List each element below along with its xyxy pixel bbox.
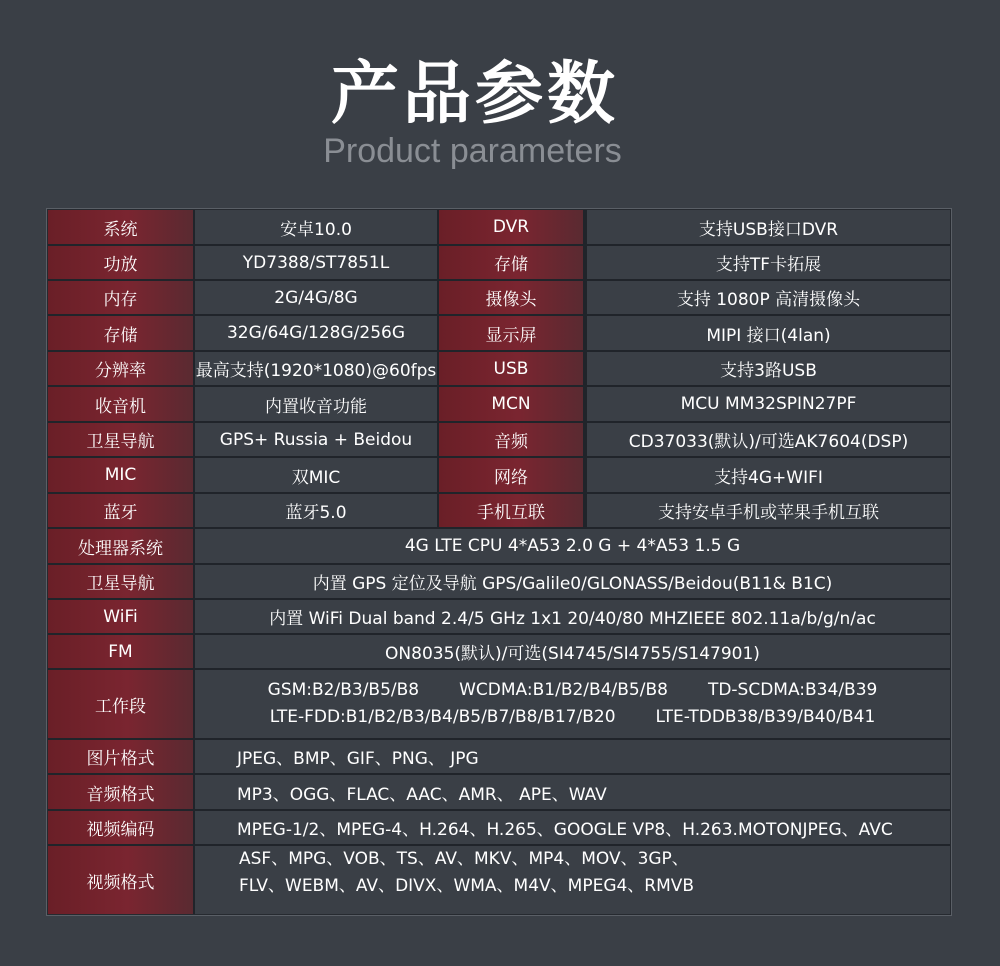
spec-label: 手机互联 [437, 494, 585, 527]
spec-label: 视频编码 [48, 811, 195, 844]
spec-value: 安卓10.0 [280, 219, 352, 240]
spec-label: 收音机 [48, 387, 195, 421]
page-title: 产品参数 [330, 55, 619, 134]
spec-label: 内存 [48, 281, 195, 314]
table-row [48, 846, 950, 914]
page-subtitle: Product parameters [323, 132, 622, 170]
spec-value: 支持3路USB [585, 352, 950, 385]
band-item: LTE-TDDB38/B39/B40/B41 [655, 707, 876, 727]
table-row [48, 600, 950, 635]
table-row [48, 529, 950, 565]
spec-label: 显示屏 [437, 316, 585, 350]
spec-value: 32G/64G/128G/256G [226, 323, 406, 343]
table-row [48, 565, 950, 600]
spec-value: 双MIC [291, 467, 341, 488]
spec-value: 支持TF卡拓展 [585, 246, 950, 279]
spec-label: 系统 [48, 210, 195, 244]
spec-label: DVR [437, 210, 585, 244]
band-line [268, 677, 878, 704]
spec-value: 支持安卓手机或苹果手机互联 [585, 494, 950, 527]
spec-label: FM [48, 635, 195, 668]
format-line: ASF、MPG、VOB、TS、AV、MKV、MP4、MOV、3GP、 [239, 849, 689, 869]
spec-label: 卫星导航 [48, 423, 195, 456]
spec-value: 内置 GPS 定位及导航 GPS/Galile0/GLONASS/Beidou(B11& B1C) [312, 574, 833, 594]
band-item: WCDMA:B1/B2/B4/B5/B8 [459, 680, 668, 700]
spec-value: GPS+ Russia + Beidou [219, 429, 413, 450]
table-row [48, 281, 950, 316]
spec-value [195, 846, 950, 914]
table-row [48, 458, 950, 494]
spec-table [47, 209, 951, 915]
spec-value: 内置 WiFi Dual band 2.4/5 GHz 1x1 20/40/80 MHZIEEE 802.11a/b/g/n/ac [269, 609, 876, 629]
spec-value: YD7388/ST7851L [242, 252, 390, 273]
table-row [48, 494, 950, 529]
spec-value: 支持4G+WIFI [585, 458, 950, 492]
spec-label: 摄像头 [437, 281, 585, 314]
spec-label: 存储 [437, 246, 585, 279]
table-row [48, 246, 950, 281]
band-item: LTE-FDD:B1/B2/B3/B4/B5/B7/B8/B17/B20 [269, 707, 616, 727]
spec-label: 卫星导航 [48, 565, 195, 598]
spec-label: 分辨率 [48, 352, 195, 385]
spec-label: 处理器系统 [48, 529, 195, 563]
spec-value: 支持 1080P 高清摄像头 [585, 281, 950, 314]
spec-value: ON8035(默认)/可选(SI4745/SI4755/S147901) [385, 644, 760, 664]
table-row [48, 775, 950, 811]
table-row [48, 352, 950, 387]
spec-label: 图片格式 [48, 740, 195, 773]
table-row [48, 635, 950, 670]
spec-label: WiFi [48, 600, 195, 633]
spec-value: 2G/4G/8G [274, 287, 358, 308]
spec-value: MP3、OGG、FLAC、AAC、AMR、 APE、WAV [237, 784, 607, 805]
spec-value: 蓝牙5.0 [285, 503, 347, 523]
table-row [48, 316, 950, 352]
spec-label: 功放 [48, 246, 195, 279]
spec-label: 存储 [48, 316, 195, 350]
table-row [48, 387, 950, 423]
spec-label: USB [437, 352, 585, 385]
spec-label: 视频格式 [48, 846, 195, 914]
table-row [48, 740, 950, 775]
spec-value: 最高支持(1920*1080)@60fps [195, 361, 437, 381]
band-item: TD-SCDMA:B34/B39 [707, 680, 878, 700]
table-row [48, 670, 950, 740]
spec-value: CD37033(默认)/可选AK7604(DSP) [585, 423, 950, 456]
spec-value: MIPI 接口(4lan) [585, 316, 950, 350]
spec-label: 网络 [437, 458, 585, 492]
table-row [48, 210, 950, 246]
spec-value: MPEG-1/2、MPEG-4、H.264、H.265、GOOGLE VP8、H.263.MOTONJPEG、AVC [237, 820, 893, 840]
spec-label: 工作段 [48, 670, 195, 738]
spec-value [195, 670, 950, 738]
format-line: FLV、WEBM、AV、DIVX、WMA、M4V、MPEG4、RMVB [239, 876, 695, 896]
band-item: GSM:B2/B3/B5/B8 [267, 680, 420, 700]
band-line [270, 704, 876, 731]
spec-value: 内置收音功能 [265, 396, 367, 417]
table-row [48, 423, 950, 458]
spec-value: 4G LTE CPU 4*A53 2.0 G + 4*A53 1.5 G [404, 536, 741, 556]
table-row [48, 811, 950, 846]
spec-value: 支持USB接口DVR [585, 210, 950, 244]
spec-value: JPEG、BMP、GIF、PNG、 JPG [237, 749, 479, 769]
spec-label: MCN [437, 387, 585, 421]
spec-label: 蓝牙 [48, 494, 195, 527]
spec-label: 音频格式 [48, 775, 195, 809]
spec-label: 音频 [437, 423, 585, 456]
spec-label: MIC [48, 458, 195, 492]
spec-value: MCU MM32SPIN27PF [585, 387, 950, 421]
